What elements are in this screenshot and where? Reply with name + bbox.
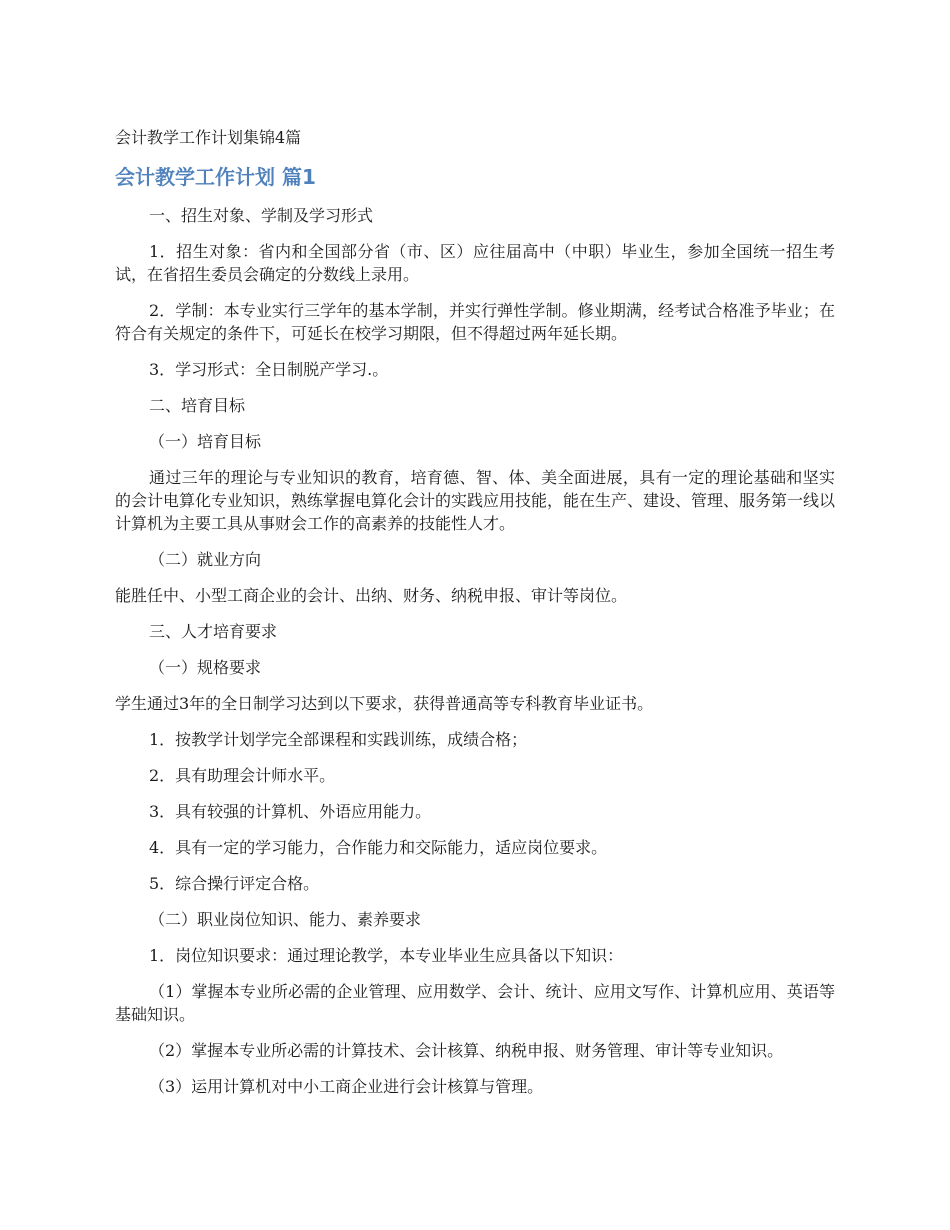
paragraph: 能胜任中、小型工商企业的会计、出纳、财务、纳税申报、审计等岗位。 [115, 586, 628, 605]
paragraph-subheading: （一）规格要求 [149, 658, 262, 677]
paragraph: 通过三年的理论与专业知识的教育，培育德、智、体、美全面进展，具有一定的理论基础和坚实的会计电算化专业知识，熟练掌握电算化会计的实践应用技能，能在生产、建设、管理、服务第一线以计算机为主要工具从事财会工作的高素养的技能性人才。 [115, 468, 836, 533]
paragraph: 学生通过3年的全日制学习达到以下要求，获得普通高等专科教育毕业证书。 [115, 694, 654, 713]
paragraph-subheading: （一）培育目标 [149, 432, 262, 451]
paragraph: 2．学制：本专业实行三学年的基本学制，并实行弹性学制。修业期满，经考试合格准予毕业；在符合有关规定的条件下，可延长在校学习期限，但不得超过两年延长期。 [115, 301, 835, 343]
list-item: 4．具有一定的学习能力，合作能力和交际能力，适应岗位要求。 [149, 838, 608, 857]
list-item: 3．具有较强的计算机、外语应用能力。 [149, 802, 432, 821]
section-heading: 会计教学工作计划 篇1 [115, 165, 316, 189]
paragraph: 1．招生对象：省内和全国部分省（市、区）应往届高中（中职）毕业生，参加全国统一招生考试，在省招生委员会确定的分数线上录用。 [115, 242, 835, 284]
list-item: 1．岗位知识要求：通过理论教学，本专业毕业生应具备以下知识： [149, 946, 624, 965]
paragraph: 3．学习形式：全日制脱产学习.。 [149, 360, 389, 379]
document-title: 会计教学工作计划集锦4篇 [115, 128, 302, 147]
paragraph-heading: 一、招生对象、学制及学习形式 [149, 206, 374, 225]
list-item: 1．按教学计划学完全部课程和实践训练，成绩合格； [149, 730, 528, 749]
document-body [115, 204, 835, 1111]
list-item: （1）掌握本专业所必需的企业管理、应用数学、会计、统计、应用文写作、计算机应用、英语等基础知识。 [115, 982, 835, 1024]
paragraph-subheading: （二）就业方向 [149, 550, 262, 569]
paragraph-subheading: （二）职业岗位知识、能力、素养要求 [149, 910, 422, 929]
paragraph-heading: 三、人才培育要求 [149, 622, 278, 641]
list-item: 5．综合操行评定合格。 [149, 874, 320, 893]
list-item: 2．具有助理会计师水平。 [149, 766, 336, 785]
paragraph-heading: 二、培育目标 [149, 396, 246, 415]
list-item: （2）掌握本专业所必需的计算技术、会计核算、纳税申报、财务管理、审计等专业知识。 [149, 1041, 784, 1060]
list-item: （3）运用计算机对中小工商企业进行会计核算与管理。 [149, 1077, 544, 1096]
